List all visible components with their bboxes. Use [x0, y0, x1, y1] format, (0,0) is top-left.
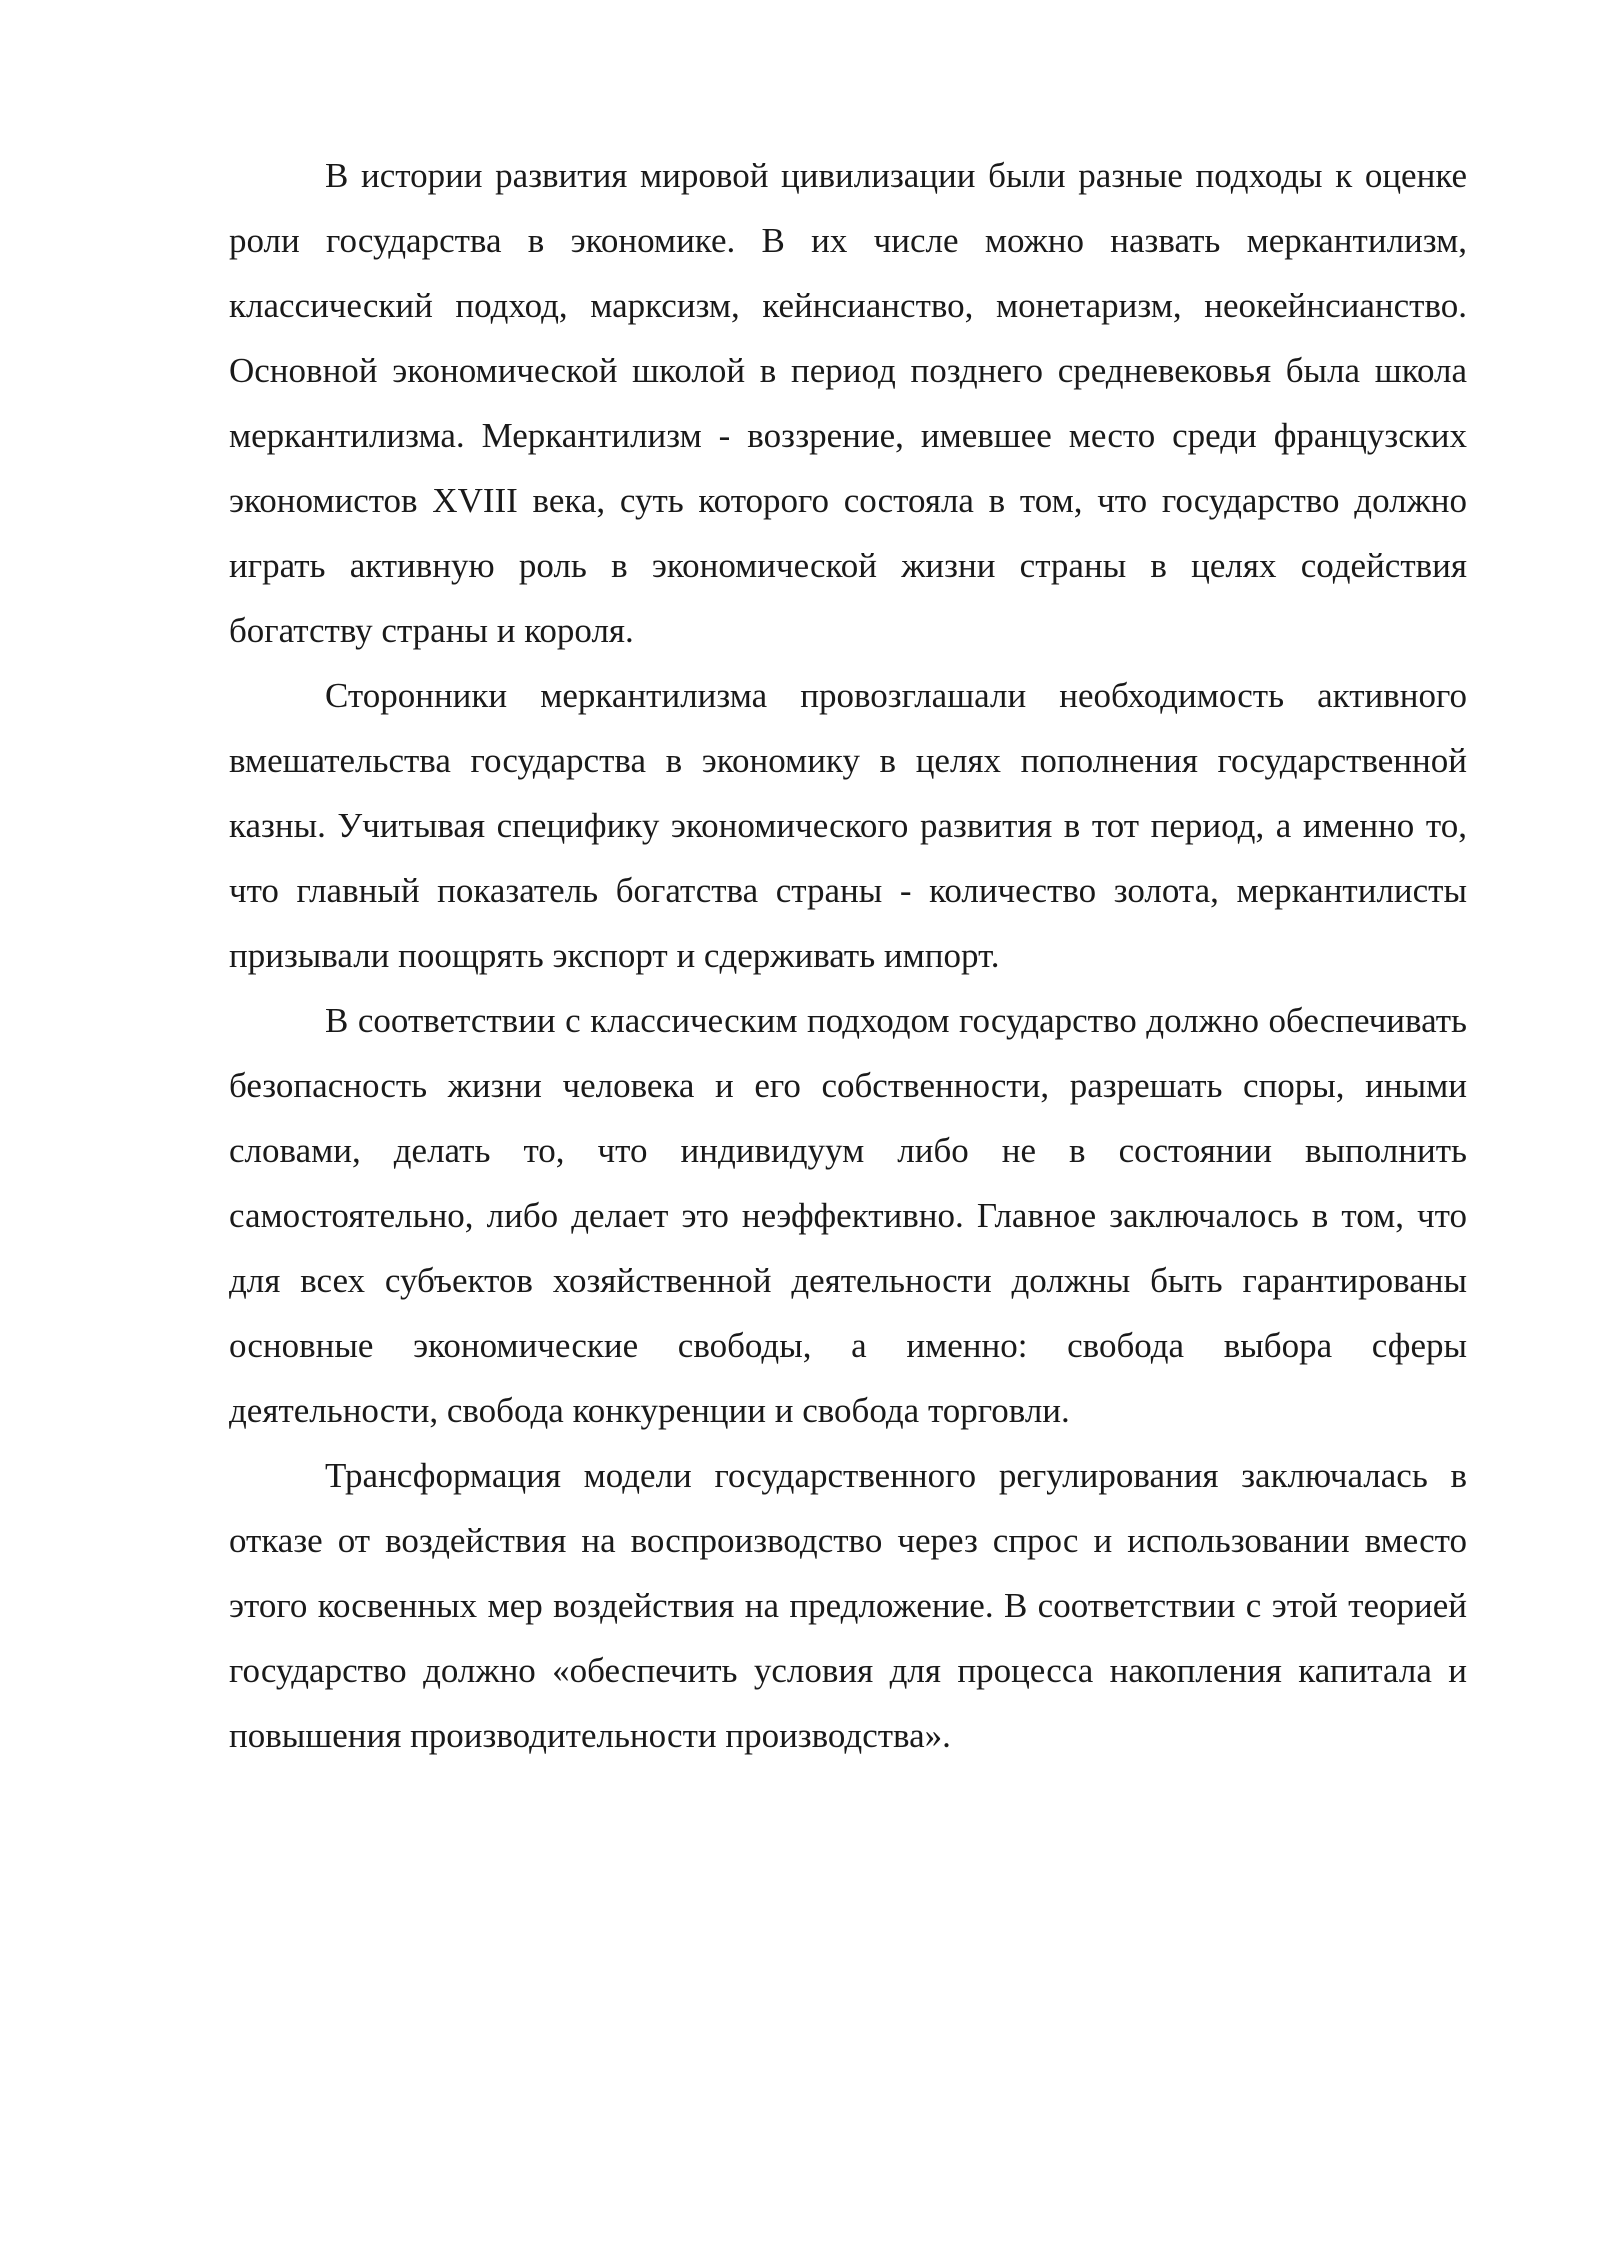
- document-body: [229, 143, 1467, 1768]
- paragraph-regulation-transformation: Трансформация модели государственного регулирования заключалась в отказе от воздействия на воспроизводство через спрос и использовании вместо этого косвенных мер воздействия на предложение. В соответствии с этой теорией государство должно «обеспечить условия для процесса накопления капитала и повышения производительности производства».: [229, 1456, 1467, 1755]
- paragraph-mercantilism-intro: В истории развития мировой цивилизации были разные подходы к оценке роли государства в экономике. В их числе можно назвать меркантилизм, классический подход, марксизм, кейнсианство, монетаризм, неокейнсианство. Основной экономической школой в период позднего средневековья была школа меркантилизма. Меркантилизм - воззрение, имевшее место среди французских экономистов XVIII века, суть которого состояла в том, что государство должно играть активную роль в экономической жизни страны в целях содействия богатству страны и короля.: [229, 156, 1467, 650]
- paragraph-classical-approach: В соответствии с классическим подходом государство должно обеспечивать безопасность жизни человека и его собственности, разрешать споры, иными словами, делать то, что индивидуум либо не в состоянии выполнить самостоятельно, либо делает это неэффективно. Главное заключалось в том, что для всех субъектов хозяйственной деятельности должны быть гарантированы основные экономические свободы, а именно: свобода выбора сферы деятельности, свобода конкуренции и свобода торговли.: [229, 1001, 1467, 1430]
- paragraph-mercantilism-supporters: Сторонники меркантилизма провозглашали необходимость активного вмешательства государства в экономику в целях пополнения государственной казны. Учитывая специфику экономического развития в тот период, а именно то, что главный показатель богатства страны - количество золота, меркантилисты призывали поощрять экспорт и сдерживать импорт.: [229, 676, 1467, 975]
